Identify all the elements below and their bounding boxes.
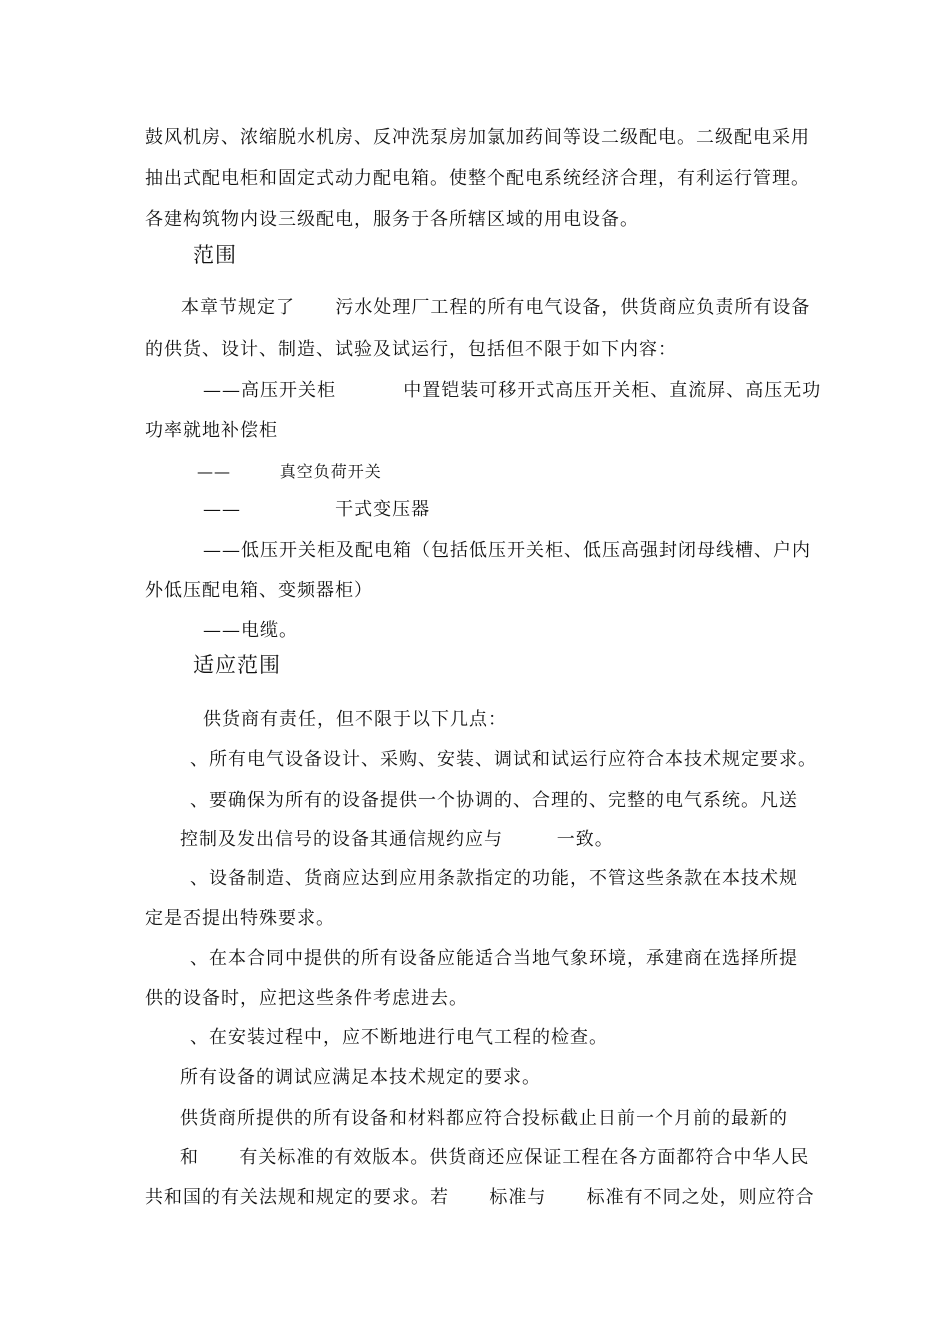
list-item: —— 真空负荷开关 bbox=[197, 462, 382, 481]
list-item: ——低压开关柜及配电箱（包括低压开关柜、低压高强封闭母线槽、户内 bbox=[203, 540, 811, 561]
body-line: 功率就地补偿柜 bbox=[145, 420, 278, 441]
body-line: 鼓风机房、浓缩脱水机房、反冲洗泵房加氯加药间等设二级配电。二级配电采用 bbox=[145, 127, 810, 148]
section-heading-applicability: 适应范围 bbox=[193, 653, 281, 677]
body-line: 各建构筑物内设三级配电，服务于各所辖区域的用电设备。 bbox=[145, 209, 639, 230]
body-line: 供货商有责任，但不限于以下几点： bbox=[203, 709, 507, 730]
list-item: —— 干式变压器 bbox=[203, 499, 431, 520]
section-heading-scope: 范围 bbox=[193, 243, 237, 267]
body-line: 定是否提出特殊要求。 bbox=[145, 908, 335, 929]
list-item: 、设备制造、货商应达到应用条款指定的功能，不管这些条款在本技术规 bbox=[190, 868, 798, 889]
body-line: 所有设备的调试应满足本技术规定的要求。 bbox=[180, 1067, 541, 1088]
body-line: 共和国的有关法规和规定的要求。若 标准与 标准有不同之处，则应符合 bbox=[145, 1187, 815, 1208]
list-item: 、在安装过程中，应不断地进行电气工程的检查。 bbox=[190, 1027, 608, 1048]
body-line: 的供货、设计、制造、试验及试运行，包括但不限于如下内容： bbox=[145, 339, 677, 360]
body-line: 和 有关标准的有效版本。供货商还应保证工程在各方面都符合中华人民 bbox=[180, 1147, 810, 1168]
body-line: 控制及发出信号的设备其通信规约应与 一致。 bbox=[180, 829, 614, 850]
list-item: 、在本合同中提供的所有设备应能适合当地气象环境，承建商在选择所提 bbox=[190, 948, 798, 969]
body-line: 供的设备时，应把这些条件考虑进去。 bbox=[145, 988, 468, 1009]
list-item: ——高压开关柜 中置铠装可移开式高压开关柜、直流屏、高压无功 bbox=[203, 380, 822, 401]
list-item: ——电缆。 bbox=[203, 620, 298, 641]
list-item: 、所有电气设备设计、采购、安装、调试和试运行应符合本技术规定要求。 bbox=[190, 749, 817, 770]
list-item: 、要确保为所有的设备提供一个协调的、合理的、完整的电气系统。凡送 bbox=[190, 790, 798, 811]
body-line: 抽出式配电柜和固定式动力配电箱。使整个配电系统经济合理，有利运行管理。 bbox=[145, 168, 810, 189]
body-line: 供货商所提供的所有设备和材料都应符合投标截止日前一个月前的最新的 bbox=[180, 1108, 788, 1129]
body-line: 外低压配电箱、变频器柜） bbox=[145, 580, 373, 601]
body-line: 本章节规定了 污水处理厂工程的所有电气设备，供货商应负责所有设备 bbox=[181, 297, 811, 318]
